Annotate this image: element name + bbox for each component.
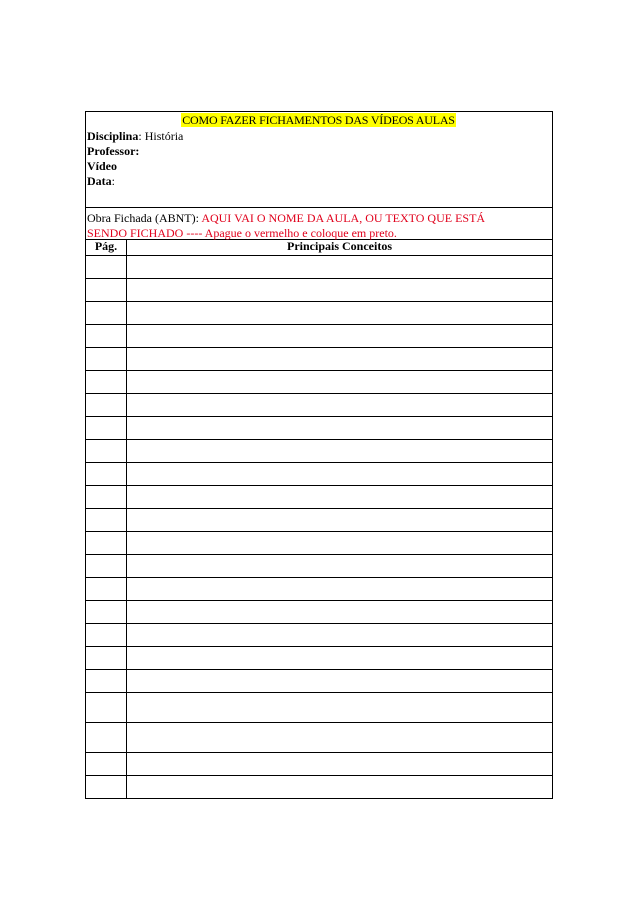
video-label: Vídeo bbox=[87, 159, 117, 173]
page-cell[interactable] bbox=[86, 693, 127, 723]
concept-cell[interactable] bbox=[127, 601, 553, 624]
table-row bbox=[86, 555, 552, 578]
concept-cell[interactable] bbox=[127, 325, 553, 348]
table-row bbox=[86, 624, 552, 647]
concept-cell[interactable] bbox=[127, 486, 553, 509]
concept-cell[interactable] bbox=[127, 753, 553, 776]
page-cell[interactable] bbox=[86, 624, 127, 647]
table-row bbox=[86, 693, 552, 723]
page-cell[interactable] bbox=[86, 509, 127, 532]
table-row bbox=[86, 279, 552, 302]
video-field[interactable] bbox=[87, 159, 550, 174]
table-row bbox=[86, 532, 552, 555]
table-row bbox=[86, 723, 552, 753]
concept-cell[interactable] bbox=[127, 578, 553, 601]
table-row bbox=[86, 670, 552, 693]
page-cell[interactable] bbox=[86, 325, 127, 348]
page-cell[interactable] bbox=[86, 601, 127, 624]
form-title: COMO FAZER FICHAMENTOS DAS VÍDEOS AULAS bbox=[182, 113, 455, 127]
form-header bbox=[86, 112, 552, 208]
page-cell[interactable] bbox=[86, 463, 127, 486]
table-row bbox=[86, 647, 552, 670]
page-cell[interactable] bbox=[86, 486, 127, 509]
table-row bbox=[86, 348, 552, 371]
page-cell[interactable] bbox=[86, 371, 127, 394]
obra-instruction-line2: SENDO FICHADO ---- Apague o vermelho e coloque em preto. bbox=[87, 226, 397, 240]
concept-cell[interactable] bbox=[127, 532, 553, 555]
table-row bbox=[86, 371, 552, 394]
professor-field[interactable] bbox=[87, 144, 550, 159]
page-cell[interactable] bbox=[86, 302, 127, 325]
concept-cell[interactable] bbox=[127, 624, 553, 647]
concept-cell[interactable] bbox=[127, 463, 553, 486]
table-row bbox=[86, 417, 552, 440]
concept-cell[interactable] bbox=[127, 555, 553, 578]
concept-cell[interactable] bbox=[127, 256, 553, 279]
page-cell[interactable] bbox=[86, 753, 127, 776]
concept-cell[interactable] bbox=[127, 302, 553, 325]
page-cell[interactable] bbox=[86, 348, 127, 371]
table-row bbox=[86, 578, 552, 601]
fichamento-form bbox=[85, 111, 553, 799]
table-row bbox=[86, 394, 552, 417]
concept-cell[interactable] bbox=[127, 417, 553, 440]
table-row bbox=[86, 256, 552, 279]
concept-cell[interactable] bbox=[127, 776, 553, 799]
page-cell[interactable] bbox=[86, 394, 127, 417]
page-cell[interactable] bbox=[86, 256, 127, 279]
disciplina-label: Disciplina bbox=[87, 129, 139, 143]
obra-instruction-line1: AQUI VAI O NOME DA AULA, OU TEXTO QUE ESTÁ bbox=[201, 211, 486, 225]
concept-cell[interactable] bbox=[127, 647, 553, 670]
table-row bbox=[86, 440, 552, 463]
form-title-line bbox=[87, 113, 550, 129]
concept-cell[interactable] bbox=[127, 394, 553, 417]
data-field[interactable] bbox=[87, 174, 550, 189]
disciplina-field[interactable] bbox=[87, 129, 550, 144]
table-row bbox=[86, 486, 552, 509]
table-row bbox=[86, 601, 552, 624]
table-row bbox=[86, 325, 552, 348]
page-cell[interactable] bbox=[86, 532, 127, 555]
page-cell[interactable] bbox=[86, 647, 127, 670]
table-row bbox=[86, 753, 552, 776]
obra-fichada-field[interactable] bbox=[86, 208, 552, 240]
concept-cell[interactable] bbox=[127, 371, 553, 394]
concepts-table bbox=[86, 240, 552, 798]
column-header-pag: Pág. bbox=[86, 240, 127, 256]
table-row bbox=[86, 463, 552, 486]
data-suffix: : bbox=[111, 174, 116, 188]
page-cell[interactable] bbox=[86, 555, 127, 578]
page-cell[interactable] bbox=[86, 417, 127, 440]
obra-label: Obra Fichada (ABNT): bbox=[87, 211, 202, 225]
table-row bbox=[86, 302, 552, 325]
concept-cell[interactable] bbox=[127, 440, 553, 463]
concept-cell[interactable] bbox=[127, 693, 553, 723]
table-row bbox=[86, 509, 552, 532]
page-cell[interactable] bbox=[86, 723, 127, 753]
page-cell[interactable] bbox=[86, 279, 127, 302]
data-label: Data bbox=[87, 174, 112, 188]
column-header-conceitos: Principais Conceitos bbox=[287, 239, 392, 253]
concept-cell[interactable] bbox=[127, 279, 553, 302]
page-cell[interactable] bbox=[86, 440, 127, 463]
page-cell[interactable] bbox=[86, 578, 127, 601]
page-cell[interactable] bbox=[86, 670, 127, 693]
professor-label: Professor: bbox=[87, 144, 140, 158]
concept-cell[interactable] bbox=[127, 670, 553, 693]
page-cell[interactable] bbox=[86, 776, 127, 799]
table-row bbox=[86, 776, 552, 799]
concept-cell[interactable] bbox=[127, 509, 553, 532]
concept-cell[interactable] bbox=[127, 723, 553, 753]
table-header-row bbox=[86, 240, 552, 256]
disciplina-value: : História bbox=[138, 129, 184, 143]
concept-cell[interactable] bbox=[127, 348, 553, 371]
